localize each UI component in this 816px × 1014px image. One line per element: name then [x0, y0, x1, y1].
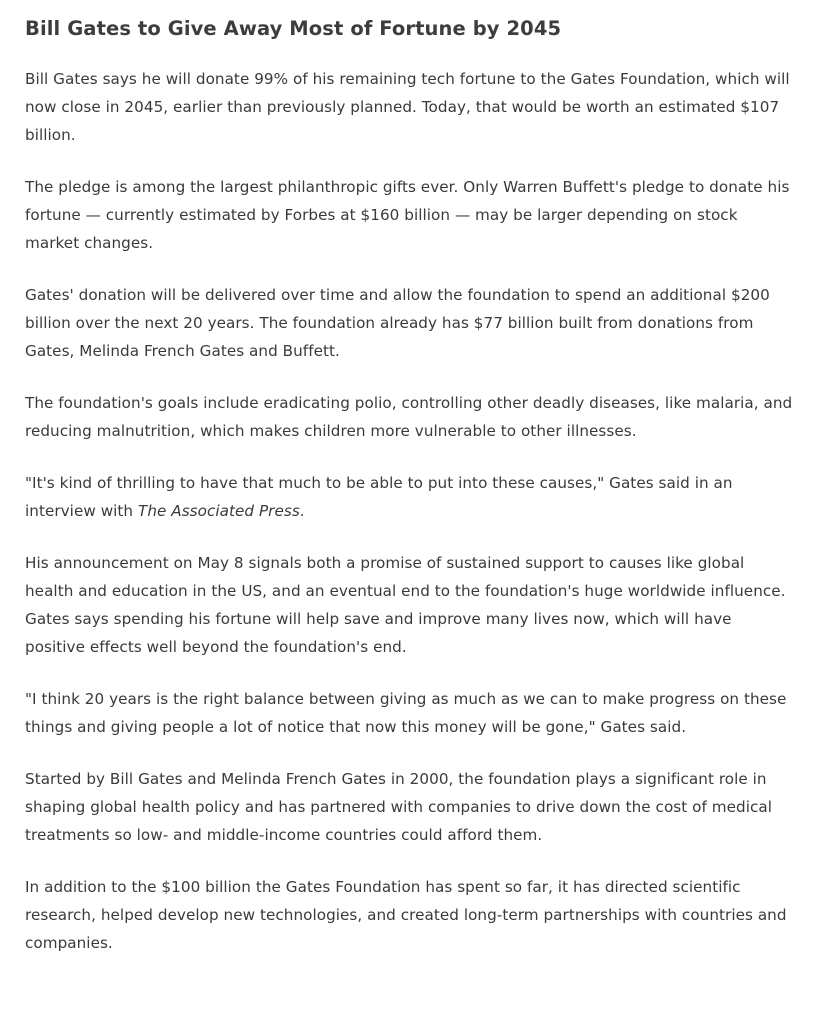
article-paragraph: In addition to the $100 billion the Gates Foundation has spent so far, it has directed scientific research, helped develop new technologies, and created long-term partnerships with countries and companies. — [25, 878, 787, 952]
article-paragraph: Started by Bill Gates and Melinda French Gates in 2000, the foundation plays a significant role in shaping global health policy and has partnered with companies to drive down the cost of medical treatments so low- and middle-income countries could afford them. — [25, 770, 772, 844]
quote-end: . — [299, 502, 305, 520]
article-paragraph — [25, 469, 796, 525]
publication-name: The Associated Press — [138, 502, 300, 520]
article-paragraph: His announcement on May 8 signals both a promise of sustained support to causes like global health and education in the US, and an eventual end to the foundation's huge worldwide influence. Gates says spending his fortune will help save and improve many lives now, which will have positive effects well beyond the foundation's end. — [25, 554, 786, 656]
quote-text: "It's kind of thrilling to have that much to be able to put into these causes," Gates said in an interview with — [25, 474, 733, 520]
article-paragraph: "I think 20 years is the right balance between giving as much as we can to make progress on these things and giving people a lot of notice that now this money will be gone," Gates said. — [25, 690, 787, 736]
article-paragraph: Gates' donation will be delivered over time and allow the foundation to spend an additional $200 billion over the next 20 years. The foundation already has $77 billion built from donations from Gates, Melinda French Gates and Buffett. — [25, 286, 770, 360]
article-paragraph: The pledge is among the largest philanthropic gifts ever. Only Warren Buffett's pledge to donate his fortune — currently estimated by Forbes at $160 billion — may be larger depending on stock market changes. — [25, 178, 790, 252]
article-paragraph: Bill Gates says he will donate 99% of his remaining tech fortune to the Gates Foundation, which will now close in 2045, earlier than previously planned. Today, that would be worth an estimated $107 billion. — [25, 70, 790, 144]
article-paragraph: The foundation's goals include eradicating polio, controlling other deadly diseases, like malaria, and reducing malnutrition, which makes children more vulnerable to other illnesses. — [25, 394, 793, 440]
article-title: Bill Gates to Give Away Most of Fortune by 2045 — [25, 17, 562, 40]
